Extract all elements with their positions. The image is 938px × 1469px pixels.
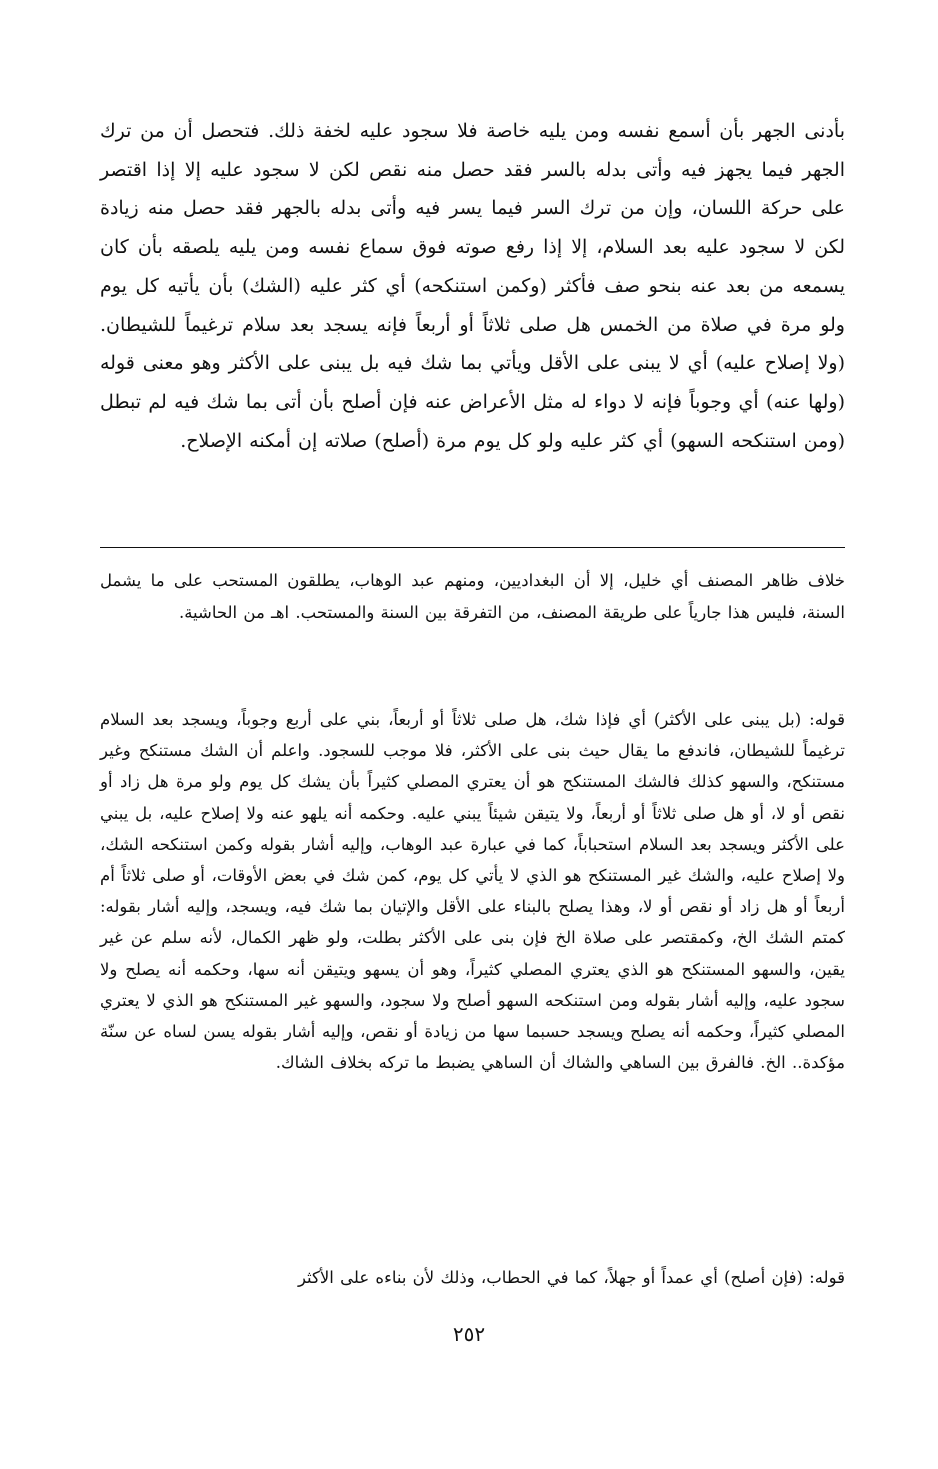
main-text-block xyxy=(100,112,845,460)
footnote-block xyxy=(100,1262,845,1293)
footnote-block xyxy=(100,565,845,629)
footnote-paragraph: خلاف ظاهر المصنف أي خليل، إلا أن البغداديين، ومنهم عبد الوهاب، يطلقون المستحب على ما يشمل السنة، فليس هذا جارياً على طريقة المصنف، من التفرقة بين السنة والمستحب. اهـ من الحاشية. xyxy=(100,571,845,622)
page-number: ٢٥٢ xyxy=(452,1322,486,1346)
footnote-paragraph: قوله: (فإن أصلح) أي عمداً أو جهلاً، كما في الحطاب، وذلك لأن بناءه على الأكثر xyxy=(297,1268,845,1287)
footnote-separator xyxy=(100,547,845,548)
footnote-block xyxy=(100,704,845,1078)
main-paragraph: بأدنى الجهر بأن أسمع نفسه ومن يليه خاصة فلا سجود عليه لخفة ذلك. فتحصل أن من ترك الجهر فيما يجهز فيه وأتى بدله بالسر فقد حصل منه نقص لكن لا سجود عليه إلا إذا اقتصر على حركة اللسان، وإن من ترك السر فيما يسر فيه وأتى بدله بالجهر فقد حصل منه زيادة لكن لا سجود عليه بعد السلام، إلا إذا رفع صوته فوق سماع نفسه ومن يليه يلصقه بأن كان يسمعه من بعد عنه بنحو صف فأكثر (وكمن استنكحه) أي كثر عليه (الشك) بأن يأتيه كل يوم ولو مرة في صلاة من الخمس هل صلى ثلاثاً أو أربعاً فإنه يسجد بعد سلام ترغيماً للشيطان. (ولا إصلاح عليه) أي لا يبنى على الأقل ويأتي بما شك فيه بل يبنى على الأكثر وهو معنى قوله (ولها عنه) أي وجوباً فإنه لا دواء له مثل الأعراض عنه فإن أصلح بأن أتى بما شك فيه لم تبطل (ومن استنكحه السهو) أي كثر عليه ولو كل يوم مرة (أصلح) صلاته إن أمكنه الإصلاح. xyxy=(100,120,845,452)
footnote-paragraph: قوله: (بل يبنى على الأكثر) أي فإذا شك، هل صلى ثلاثاً أو أربعاً، بني على أربع وجوباً، ويسجد بعد السلام ترغيماً للشيطان، فاندفع ما يقال حيث بنى على الأكثر، فلا موجب للسجود. واعلم أن الشك مستنكح وغير مستنكح، والسهو كذلك فالشك المستنكح هو أن يعتري المصلي كثيراً بأن يشك كل يوم ولو مرة هل زاد أو نقص أو لا، أو هل صلى ثلاثاً أو أربعاً، ولا يتيقن شيئاً يبني عليه. وحكمه أنه يلهو عنه ولا إصلاح عليه، بل يبني على الأكثر ويسجد بعد السلام استحباباً، كما في عبارة عبد الوهاب، وإليه أشار بقوله وكمن استنكحه الشك، ولا إصلاح عليه، والشك غير المستنكح هو الذي لا يأتي كل يوم، كمن شك في بعض الأوقات، أو صلى ثلاثاً أم أربعاً أو هل زاد أو نقص أو لا، وهذا يصلح بالبناء على الأقل والإتيان بما شك فيه، ويسجد، وإليه أشار بقوله: كمتم الشك الخ، وكمقتصر على صلاة الخ فإن بنى على الأكثر بطلت، ولو ظهر الكمال، لأنه سلم عن غير يقين، والسهو المستنكح هو الذي يعتري المصلي كثيراً، وهو أن يسهو ويتيقن أنه سها، وحكمه أنه يصلح ولا سجود عليه، وإليه أشار بقوله ومن استنكحه السهو أصلح ولا سجود، والسهو غير المستنكح هو الذي لا يعتري المصلي كثيراً، وحكمه أنه يصلح ويسجد حسبما سها من زيادة أو نقص، وإليه أشار بقوله يسن لساه عن سنّة مؤكدة.. الخ. فالفرق بين الساهي والشاك أن الساهي يضبط ما تركه بخلاف الشاك. xyxy=(100,710,845,1073)
